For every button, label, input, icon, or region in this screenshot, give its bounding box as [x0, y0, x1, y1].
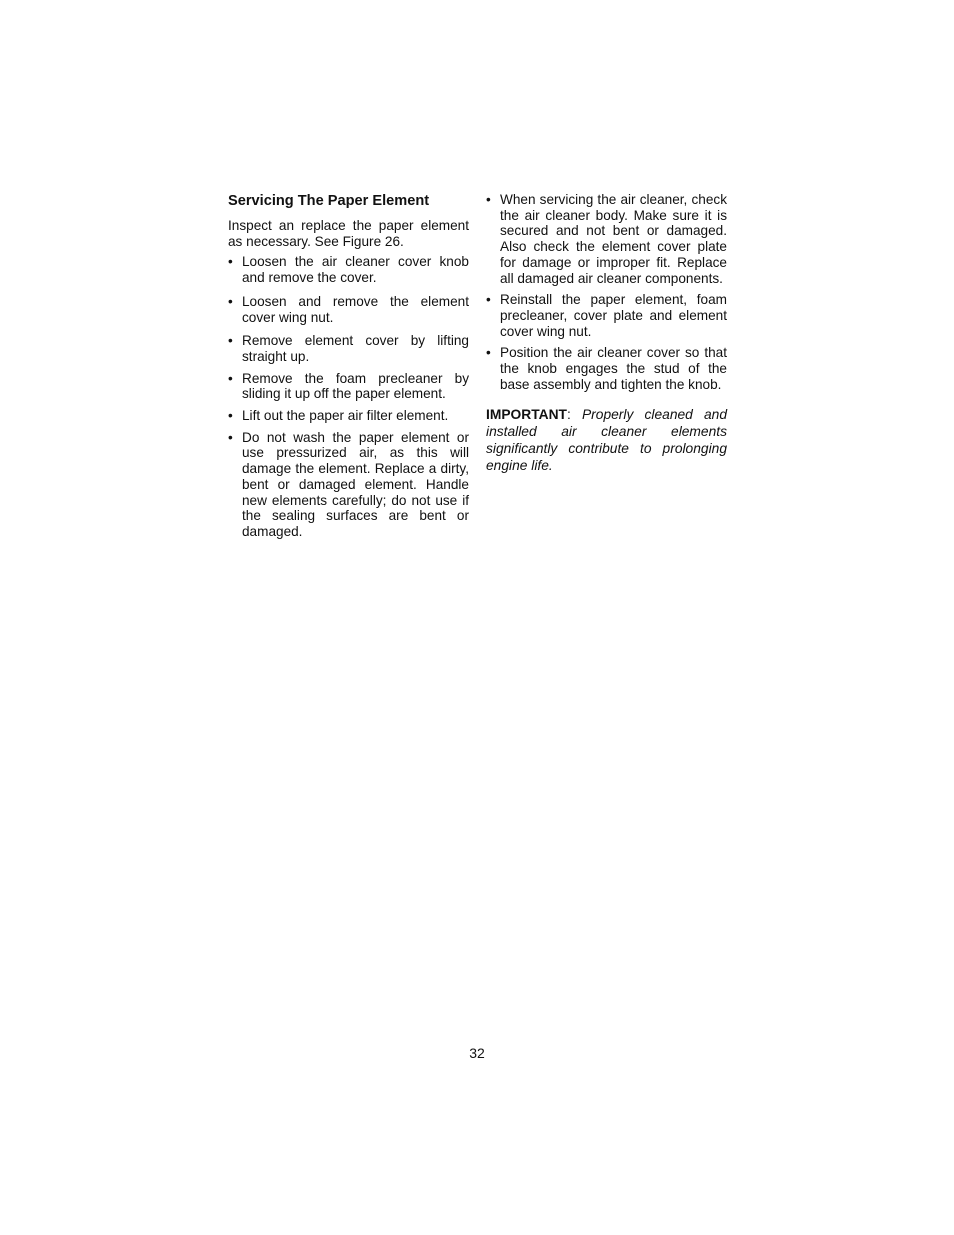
bullet-icon: • [228, 370, 233, 386]
bullet-icon: • [486, 192, 491, 207]
important-label: IMPORTANT [486, 407, 567, 423]
bullet-icon: • [228, 408, 233, 424]
list-item [228, 294, 469, 325]
left-bullet-list [228, 254, 469, 539]
list-item [228, 333, 469, 364]
bullet-icon: • [228, 333, 233, 349]
list-item-text: Position the air cleaner cover so that the knob engages the stud of the base assembly and tighten the knob. [500, 345, 727, 392]
list-item [486, 345, 727, 392]
bullet-icon: • [228, 293, 233, 309]
list-item-text: Remove element cover by lifting straight up. [242, 333, 469, 364]
page-number: 32 [469, 1045, 485, 1061]
right-column [486, 192, 727, 488]
left-column [228, 193, 469, 546]
important-text: Properly cleaned and installed air cleaner elements significantly contribute to prolonging engine life. [486, 407, 727, 474]
section-heading: Servicing The Paper Element [228, 193, 430, 209]
list-item [486, 192, 727, 286]
list-item-text: When servicing the air cleaner, check the air cleaner body. Make sure it is secured and not bent or damaged. Also check the element cover plate for damage or improper fit. Replace all damaged air cleaner components. [500, 192, 727, 286]
list-item-text: Loosen the air cleaner cover knob and remove the cover. [242, 254, 469, 286]
intro-paragraph: Inspect an replace the paper element as necessary. See Figure 26. [228, 218, 469, 249]
list-item [228, 430, 469, 540]
list-item-text: Remove the foam precleaner by sliding it up off the paper element. [242, 370, 469, 402]
list-item-text: Lift out the paper air filter element. [242, 408, 449, 424]
bullet-icon: • [228, 429, 233, 445]
list-item-text: Reinstall the paper element, foam precleaner, cover plate and element cover wing nut. [500, 292, 727, 339]
bullet-icon: • [228, 254, 233, 270]
important-separator: : [566, 407, 571, 423]
list-item [486, 292, 727, 339]
right-bullet-list [486, 192, 727, 392]
list-item [228, 371, 469, 402]
list-item [228, 254, 469, 285]
bullet-icon: • [486, 345, 491, 361]
list-item-text: Do not wash the paper element or use pressurized air, as this will damage the element. Replace a dirty, bent or damaged element. Handle new elements carefully; do not use if the sealing surfaces are bent or damaged. [242, 429, 469, 539]
list-item [228, 408, 469, 424]
important-note [486, 406, 727, 474]
list-item-text: Loosen and remove the element cover wing nut. [242, 293, 469, 325]
bullet-icon: • [486, 292, 491, 308]
